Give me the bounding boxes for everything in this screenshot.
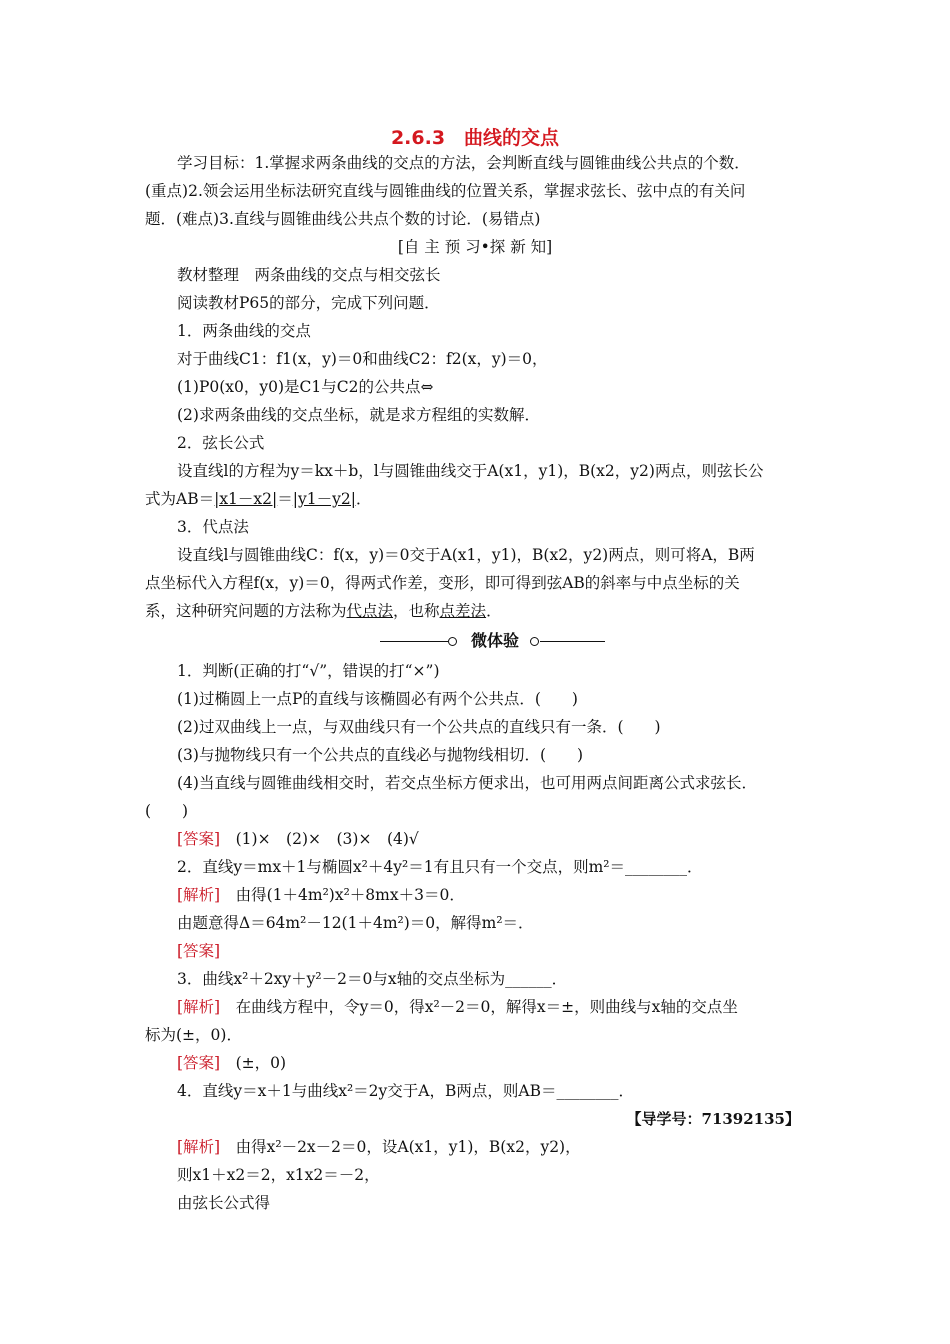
method-text-e: ． <box>486 602 502 620</box>
q3-analysis-line <box>177 997 738 1017</box>
q3-analysis: 在曲线方程中，令y＝0，得x²－2＝0，解得x＝±，则曲线与x轴的交点坐 <box>220 998 738 1016</box>
section-1-line-2: (1)P0(x0，y0)是C1与C2的公共点⇔ <box>177 378 434 396</box>
formula-prefix: 式为AB＝ <box>145 490 215 508</box>
divider-line-left <box>380 641 448 642</box>
section-1-line-3: (2)求两条曲线的交点坐标，就是求方程组的实数解． <box>177 406 540 424</box>
section-3-line-1: 设直线l与圆锥曲线C：f(x，y)＝0交于A(x1，y1)，B(x2，y2)两点，则可将A，B两 <box>177 546 755 564</box>
section-3-title: 3．代点法 <box>177 518 249 536</box>
reading-instruction: 阅读教材P65的部分，完成下列问题． <box>177 294 440 312</box>
q1-answer: (1)× (2)× (3)× (4)√ <box>220 830 419 848</box>
q1-answer-line <box>177 829 419 849</box>
q1-item-1: (1)过椭圆上一点P的直线与该椭圆必有两个公共点．( ) <box>177 690 578 708</box>
answer-tag: [答案] <box>177 830 221 848</box>
section-divider <box>380 630 605 654</box>
divider-dot-left <box>448 637 457 646</box>
q1-title: 1．判断(正确的打“√”，错误的打“×”) <box>177 662 440 680</box>
q4-line-2: 则x1＋x2＝2，x1x2＝－2， <box>177 1166 380 1184</box>
q2-answer-tag: [答案] <box>177 942 221 960</box>
analysis-tag: [解析] <box>177 886 221 904</box>
method-point-difference: 点差法 <box>439 602 487 620</box>
formula-end: ． <box>355 490 372 508</box>
q2-line-2: 由题意得Δ＝64m²－12(1＋4m²)＝0，解得m²＝． <box>177 914 534 932</box>
q1-item-2: (2)过双曲线上一点，与双曲线只有一个公共点的直线只有一条．( ) <box>177 718 661 736</box>
divider-dot-right <box>530 637 539 646</box>
q4-line-3: 由弦长公式得 <box>177 1194 271 1212</box>
objectives-line-1: 学习目标：1.掌握求两条曲线的交点的方法，会判断直线与圆锥曲线公共点的个数． <box>177 154 750 172</box>
q3-answer: (±，0) <box>220 1054 287 1072</box>
objectives-line-3: 题．(难点)3.直线与圆锥曲线公共点个数的讨论．(易错点) <box>145 210 541 228</box>
section-2-title: 2．弦长公式 <box>177 434 265 452</box>
q2-analysis: 由得(1＋4m²)x²＋8mx＋3＝0． <box>220 886 465 904</box>
section-1-line-1: 对于曲线C1：f1(x，y)＝0和曲线C2：f2(x，y)＝0， <box>177 350 548 368</box>
method-text-c: ，也称 <box>393 602 440 620</box>
q3-answer-line <box>177 1053 286 1073</box>
q1-item-4: (4)当直线与圆锥曲线相交时，若交点坐标方便求出，也可用两点间距离公式求弦长． <box>177 774 757 792</box>
q2-analysis-line <box>177 885 465 905</box>
q3-line-2: 标为(±，0)． <box>145 1026 242 1044</box>
q4-analysis-line <box>177 1137 581 1157</box>
formula-y-diff: |y1－y2| <box>292 490 356 508</box>
q1-item-4-paren: ( ) <box>145 802 189 820</box>
q3-title: 3．曲线x²＋2xy＋y²－2＝0与x轴的交点坐标为______． <box>177 970 568 988</box>
formula-x-diff: |x1－x2| <box>214 490 278 508</box>
q4-title: 4．直线y＝x＋1与曲线x²＝2y交于A，B两点，则AB＝________． <box>177 1082 634 1100</box>
answer-tag: [答案] <box>177 1054 221 1072</box>
divider-label: 微体验 <box>470 631 519 650</box>
analysis-tag: [解析] <box>177 1138 221 1156</box>
method-substitution: 代点法 <box>346 602 394 620</box>
guide-number: 【导学号：71392135】 <box>626 1110 800 1128</box>
analysis-tag: [解析] <box>177 998 221 1016</box>
preview-header: [自 主 预 习•探 新 知] <box>397 238 553 256</box>
textbook-heading: 教材整理 两条曲线的交点与相交弦长 <box>177 266 441 284</box>
objectives-line-2: (重点)2.领会运用坐标法研究直线与圆锥曲线的位置关系，掌握求弦长、弦中点的有关问 <box>145 182 746 200</box>
page-title: 2.6.3 曲线的交点 <box>390 127 560 149</box>
q1-item-3: (3)与抛物线只有一个公共点的直线必与抛物线相切．( ) <box>177 746 584 764</box>
section-3-line-3 <box>145 601 502 621</box>
section-2-line-1: 设直线l的方程为y＝kx＋b，l与圆锥曲线交于A(x1，y1)，B(x2，y2)两点，则弦长公 <box>177 462 764 480</box>
divider-line-right <box>540 641 605 642</box>
section-3-line-2: 点坐标代入方程f(x，y)＝0，得两式作差，变形，即可得到弦AB的斜率与中点坐标的关 <box>145 574 740 592</box>
chord-length-formula <box>145 489 371 509</box>
q2-title: 2．直线y＝mx＋1与椭圆x²＋4y²＝1有且只有一个交点，则m²＝________． <box>177 858 703 876</box>
q4-analysis: 由得x²－2x－2＝0，设A(x1，y1)，B(x2，y2)， <box>220 1138 581 1156</box>
section-1-title: 1．两条曲线的交点 <box>177 322 311 340</box>
method-text-a: 系，这种研究问题的方法称为 <box>145 602 347 620</box>
formula-equals: ＝ <box>277 490 293 508</box>
